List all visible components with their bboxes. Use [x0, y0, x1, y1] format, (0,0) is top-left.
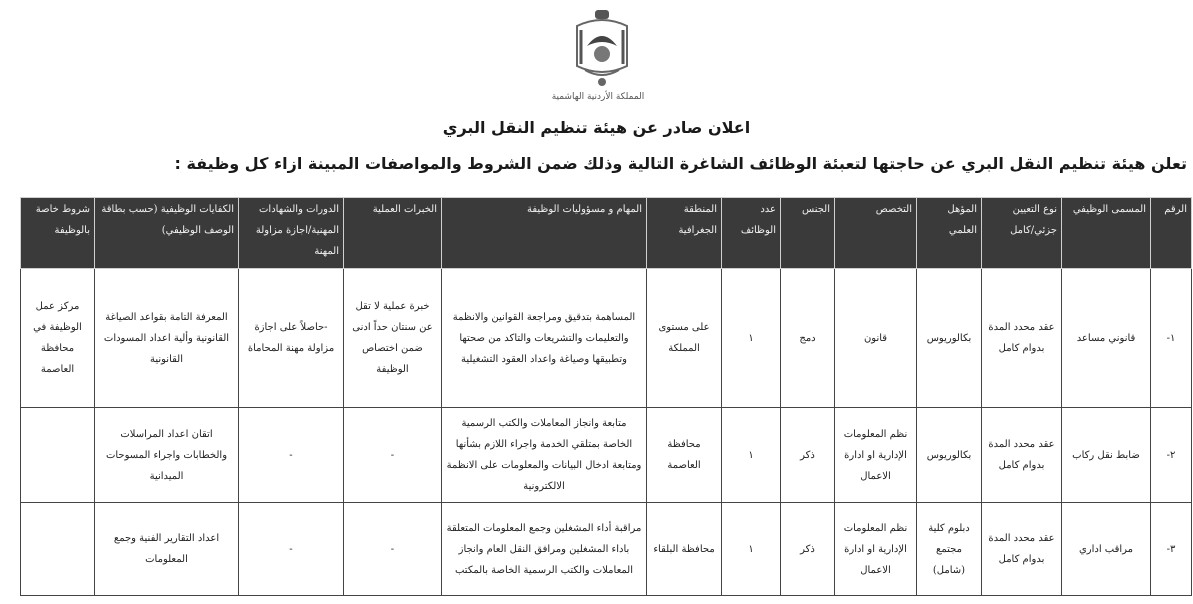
column-header-appointment: نوع التعيين جزئي/كامل: [982, 198, 1062, 269]
cell-special-conditions: مركز عمل الوظيفة في محافظة العاصمة: [21, 269, 95, 408]
column-header-number: الرقم: [1151, 198, 1192, 269]
cell-duties: مراقبة أداء المشغلين وجمع المعلومات المتعلقة باداء المشغلين ومرافق النقل العام وانجاز المعاملات والكتب الرسمية الخاصة بالمكتب: [442, 503, 647, 596]
coat-of-arms-emblem: [567, 8, 637, 88]
cell-experience: -: [344, 503, 442, 596]
column-header-special-conditions: شروط خاصة بالوظيفة: [21, 198, 95, 269]
column-header-experience: الخبرات العملية: [344, 198, 442, 269]
cell-qualification: بكالوريوس: [917, 269, 982, 408]
cell-specialization: قانون: [835, 269, 917, 408]
cell-number: ٢-: [1151, 408, 1192, 503]
column-header-specialization: التخصص: [835, 198, 917, 269]
column-header-duties: المهام و مسؤوليات الوظيفة: [442, 198, 647, 269]
cell-count: ١: [722, 408, 781, 503]
table-header-row: [21, 198, 1192, 269]
cell-specialization: نظم المعلومات الإدارية او ادارة الاعمال: [835, 408, 917, 503]
cell-title: ضابط نقل ركاب: [1062, 408, 1151, 503]
cell-gender: ذكر: [781, 503, 835, 596]
cell-competencies: اتقان اعداد المراسلات والخطابات واجراء المسوحات الميدانية: [95, 408, 239, 503]
cell-specialization: نظم المعلومات الإدارية او ادارة الاعمال: [835, 503, 917, 596]
cell-duties: متابعة وانجاز المعاملات والكتب الرسمية الخاصة بمتلقي الخدمة واجراء اللازم بشأنها ومتابعة ادخال البيانات والمعلومات على الانظمة الالكترونية: [442, 408, 647, 503]
cell-courses: -: [239, 408, 344, 503]
cell-courses: -حاصلاً على اجازة مزاولة مهنة المحاماة: [239, 269, 344, 408]
cell-appointment: عقد محدد المدة بدوام كامل: [982, 408, 1062, 503]
cell-special-conditions: [21, 503, 95, 596]
jobs-table: [20, 197, 1192, 596]
cell-region: على مستوى المملكة: [647, 269, 722, 408]
cell-special-conditions: [21, 408, 95, 503]
cell-region: محافظة البلقاء: [647, 503, 722, 596]
cell-count: ١: [722, 269, 781, 408]
cell-courses: -: [239, 503, 344, 596]
cell-number: ١-: [1151, 269, 1192, 408]
announcement-title: اعلان صادر عن هيئة تنظيم النقل البري: [442, 118, 751, 137]
column-header-count: عدد الوظائف: [722, 198, 781, 269]
column-header-title: المسمى الوظيفي: [1062, 198, 1151, 269]
column-header-courses: الدورات والشهادات المهنية/اجازة مزاولة المهنة: [239, 198, 344, 269]
cell-duties: المساهمة بتدقيق ومراجعة القوانين والانظمة والتعليمات والتشريعات والتاكد من صحتها وتطبيقها وصياغة واعداد العقود التشغيلية: [442, 269, 647, 408]
cell-number: ٣-: [1151, 503, 1192, 596]
table-row: [21, 503, 1192, 596]
cell-experience: -: [344, 408, 442, 503]
table-row: [21, 269, 1192, 408]
cell-qualification: دبلوم كلية مجتمع (شامل): [917, 503, 982, 596]
column-header-qualification: المؤهل العلمي: [917, 198, 982, 269]
cell-gender: دمج: [781, 269, 835, 408]
table-row: [21, 408, 1192, 503]
announcement-intro: تعلن هيئة تنظيم النقل البري عن حاجتها لتعبئة الوظائف الشاغرة التالية وذلك ضمن الشروط والمواصفات المبينة ازاء كل وظيفة :: [174, 154, 1187, 173]
cell-qualification: بكالوريوس: [917, 408, 982, 503]
emblem-caption: المملكة الأردنية الهاشمية: [551, 92, 645, 102]
cell-appointment: عقد محدد المدة بدوام كامل: [982, 269, 1062, 408]
cell-experience: خبرة عملية لا تقل عن سنتان حداً ادنى ضمن اختصاص الوظيفة: [344, 269, 442, 408]
cell-appointment: عقد محدد المدة بدوام كامل: [982, 503, 1062, 596]
cell-title: مراقب اداري: [1062, 503, 1151, 596]
column-header-gender: الجنس: [781, 198, 835, 269]
column-header-region: المنطقة الجغرافية: [647, 198, 722, 269]
cell-title: قانوني مساعد: [1062, 269, 1151, 408]
cell-region: محافظة العاصمة: [647, 408, 722, 503]
cell-competencies: المعرفة التامة بقواعد الصياغة القانونية وألية اعداد المسودات القانونية: [95, 269, 239, 408]
cell-count: ١: [722, 503, 781, 596]
column-header-competencies: الكفايات الوظيفية (حسب بطاقة الوصف الوظيفي): [95, 198, 239, 269]
cell-competencies: اعداد التقارير الفنية وجمع المعلومات: [95, 503, 239, 596]
cell-gender: ذكر: [781, 408, 835, 503]
